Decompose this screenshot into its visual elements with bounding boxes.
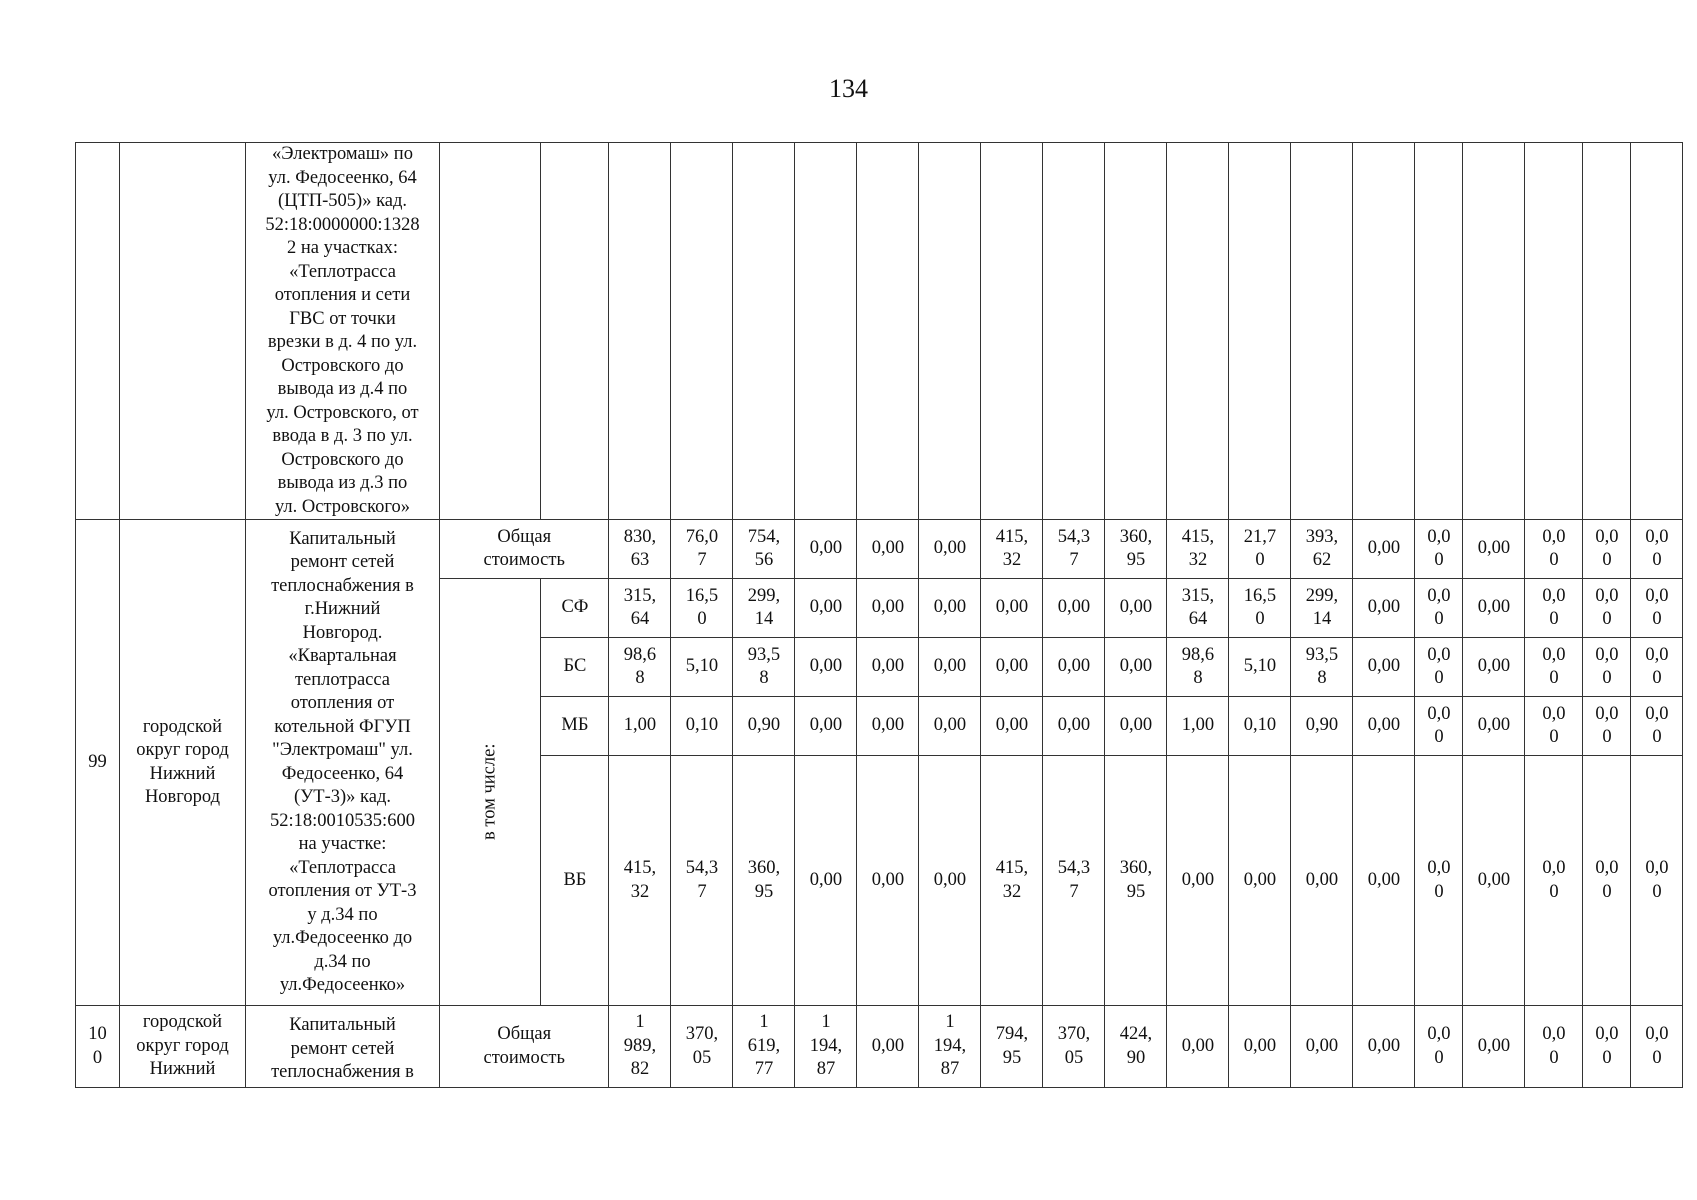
value-cell: 315, 64: [609, 579, 671, 638]
value-cell: 1,00: [609, 697, 671, 756]
value-cell: 1 619, 77: [733, 1006, 795, 1088]
value-cell: 315, 64: [1167, 579, 1229, 638]
funding-table: [75, 142, 1683, 1088]
value-cell: 0,00: [1463, 520, 1525, 579]
value-cell: 0,00: [1463, 697, 1525, 756]
empty-cell: [671, 143, 733, 520]
value-cell: 0,0 0: [1525, 638, 1583, 697]
value-cell: 0,00: [919, 638, 981, 697]
value-cell: 0,00: [1105, 579, 1167, 638]
description-cell: Капитальный ремонт сетей теплоснабжения в г.Нижний Новгород. «Квартальная теплотрасса отопления от котельной ФГУП "Электромаш" ул. Федосеенко, 64 (УТ-3)» кад. 52:18:0010535:600 на участке: «Теплотрасса отопления от УТ-3 у д.34 по ул.Федосеенко до д.34 по ул.Федосеенко»: [246, 520, 440, 1006]
value-cell: 0,00: [1105, 638, 1167, 697]
value-cell: 16,5 0: [1229, 579, 1291, 638]
value-cell: 0,0 0: [1583, 579, 1631, 638]
total-label: Общая стоимость: [440, 1006, 609, 1088]
empty-cell: [1353, 143, 1415, 520]
including-label: в том числе:: [479, 743, 500, 841]
value-cell: 0,00: [857, 756, 919, 1006]
empty-cell: [1631, 143, 1683, 520]
value-cell: 0,0 0: [1415, 579, 1463, 638]
empty-cell: [981, 143, 1043, 520]
value-cell: 0,90: [733, 697, 795, 756]
value-cell: 1 989, 82: [609, 1006, 671, 1088]
number-cell: 99: [76, 520, 120, 1006]
value-cell: 424, 90: [1105, 1006, 1167, 1088]
value-cell: 54,3 7: [1043, 520, 1105, 579]
value-cell: 0,0 0: [1583, 697, 1631, 756]
value-cell: 0,0 0: [1415, 697, 1463, 756]
value-cell: 0,00: [919, 520, 981, 579]
value-cell: 0,0 0: [1631, 520, 1683, 579]
value-cell: 0,0 0: [1583, 756, 1631, 1006]
value-cell: 0,00: [1291, 756, 1353, 1006]
table-row: [76, 520, 1683, 579]
value-cell: 0,0 0: [1525, 756, 1583, 1006]
value-cell: 415, 32: [981, 756, 1043, 1006]
municipality-cell: городской округ город Нижний Новгород: [120, 520, 246, 1006]
value-cell: 0,0 0: [1631, 1006, 1683, 1088]
value-cell: 0,00: [1353, 520, 1415, 579]
empty-cell: [1229, 143, 1291, 520]
number-cell: [76, 143, 120, 520]
value-cell: 830, 63: [609, 520, 671, 579]
value-cell: 299, 14: [733, 579, 795, 638]
value-cell: 0,0 0: [1415, 756, 1463, 1006]
value-cell: 0,00: [1167, 1006, 1229, 1088]
empty-cell: [541, 143, 609, 520]
value-cell: 0,00: [1043, 579, 1105, 638]
value-cell: 0,00: [857, 638, 919, 697]
source-label: СФ: [541, 579, 609, 638]
value-cell: 0,90: [1291, 697, 1353, 756]
value-cell: 0,00: [981, 638, 1043, 697]
table-row: [76, 1006, 1683, 1088]
empty-cell: [857, 143, 919, 520]
municipality-cell: городской округ город Нижний: [120, 1006, 246, 1088]
total-label: Общая стоимость: [440, 520, 609, 579]
value-cell: 0,00: [795, 520, 857, 579]
value-cell: 360, 95: [1105, 520, 1167, 579]
description-cell: Капитальный ремонт сетей теплоснабжения в: [246, 1006, 440, 1088]
value-cell: 0,0 0: [1525, 1006, 1583, 1088]
value-cell: 93,5 8: [733, 638, 795, 697]
municipality-cell: [120, 143, 246, 520]
value-cell: 5,10: [671, 638, 733, 697]
value-cell: 0,0 0: [1631, 756, 1683, 1006]
value-cell: 0,00: [1291, 1006, 1353, 1088]
value-cell: 1 194, 87: [919, 1006, 981, 1088]
source-label: ВБ: [541, 756, 609, 1006]
including-label-cell: [440, 579, 541, 1006]
value-cell: 0,00: [1463, 1006, 1525, 1088]
value-cell: 0,00: [1463, 638, 1525, 697]
value-cell: 0,00: [1353, 697, 1415, 756]
value-cell: 0,00: [1353, 638, 1415, 697]
page-number: 134: [829, 74, 868, 103]
value-cell: 54,3 7: [671, 756, 733, 1006]
value-cell: 0,00: [1043, 697, 1105, 756]
value-cell: 415, 32: [981, 520, 1043, 579]
value-cell: 0,00: [981, 579, 1043, 638]
value-cell: 0,0 0: [1525, 520, 1583, 579]
value-cell: 0,00: [1463, 579, 1525, 638]
value-cell: 415, 32: [1167, 520, 1229, 579]
value-cell: 0,00: [1167, 756, 1229, 1006]
value-cell: 1 194, 87: [795, 1006, 857, 1088]
value-cell: 0,0 0: [1415, 1006, 1463, 1088]
value-cell: 0,0 0: [1415, 520, 1463, 579]
value-cell: 0,00: [857, 579, 919, 638]
value-cell: 0,00: [1229, 1006, 1291, 1088]
value-cell: 0,10: [671, 697, 733, 756]
empty-cell: [1525, 143, 1583, 520]
table-row: [76, 143, 1683, 520]
value-cell: 0,00: [857, 520, 919, 579]
number-cell: 10 0: [76, 1006, 120, 1088]
empty-cell: [440, 143, 541, 520]
empty-cell: [1291, 143, 1353, 520]
value-cell: 0,00: [795, 579, 857, 638]
value-cell: 1,00: [1167, 697, 1229, 756]
value-cell: 16,5 0: [671, 579, 733, 638]
description-cell: «Электромаш» по ул. Федосеенко, 64 (ЦТП-505)» кад. 52:18:0000000:1328 2 на участках: «Теплотрасса отопления и сети ГВС от точки врезки в д. 4 по ул. Островского до вывода из д.4 по ул. Островского, от ввода в д. 3 по ул. Островского до вывода из д.3 по ул. Островского»: [246, 143, 440, 520]
value-cell: 0,0 0: [1583, 638, 1631, 697]
value-cell: 76,0 7: [671, 520, 733, 579]
empty-cell: [1463, 143, 1525, 520]
empty-cell: [1583, 143, 1631, 520]
empty-cell: [1167, 143, 1229, 520]
value-cell: 0,0 0: [1631, 697, 1683, 756]
value-cell: 98,6 8: [609, 638, 671, 697]
value-cell: 0,00: [1105, 697, 1167, 756]
value-cell: 0,0 0: [1525, 579, 1583, 638]
value-cell: 98,6 8: [1167, 638, 1229, 697]
empty-cell: [795, 143, 857, 520]
value-cell: 93,5 8: [1291, 638, 1353, 697]
value-cell: 360, 95: [733, 756, 795, 1006]
value-cell: 54,3 7: [1043, 756, 1105, 1006]
source-label: БС: [541, 638, 609, 697]
empty-cell: [1415, 143, 1463, 520]
value-cell: 0,00: [1353, 1006, 1415, 1088]
value-cell: 0,00: [1353, 756, 1415, 1006]
value-cell: 0,0 0: [1415, 638, 1463, 697]
value-cell: 0,0 0: [1631, 579, 1683, 638]
value-cell: 0,00: [795, 697, 857, 756]
value-cell: 0,00: [1043, 638, 1105, 697]
value-cell: 0,00: [795, 638, 857, 697]
value-cell: 754, 56: [733, 520, 795, 579]
empty-cell: [609, 143, 671, 520]
value-cell: 370, 05: [671, 1006, 733, 1088]
source-label: МБ: [541, 697, 609, 756]
empty-cell: [1105, 143, 1167, 520]
empty-cell: [919, 143, 981, 520]
value-cell: 393, 62: [1291, 520, 1353, 579]
value-cell: 794, 95: [981, 1006, 1043, 1088]
value-cell: 0,0 0: [1583, 520, 1631, 579]
value-cell: 21,7 0: [1229, 520, 1291, 579]
value-cell: 0,00: [1463, 756, 1525, 1006]
value-cell: 0,00: [857, 1006, 919, 1088]
value-cell: 0,00: [919, 756, 981, 1006]
value-cell: 0,00: [919, 579, 981, 638]
value-cell: 0,00: [1229, 756, 1291, 1006]
value-cell: 0,00: [795, 756, 857, 1006]
empty-cell: [733, 143, 795, 520]
value-cell: 360, 95: [1105, 756, 1167, 1006]
value-cell: 0,0 0: [1583, 1006, 1631, 1088]
value-cell: 5,10: [1229, 638, 1291, 697]
value-cell: 0,00: [981, 697, 1043, 756]
value-cell: 415, 32: [609, 756, 671, 1006]
value-cell: 0,10: [1229, 697, 1291, 756]
value-cell: 299, 14: [1291, 579, 1353, 638]
value-cell: 0,0 0: [1525, 697, 1583, 756]
value-cell: 370, 05: [1043, 1006, 1105, 1088]
value-cell: 0,00: [1353, 579, 1415, 638]
value-cell: 0,0 0: [1631, 638, 1683, 697]
empty-cell: [1043, 143, 1105, 520]
value-cell: 0,00: [857, 697, 919, 756]
value-cell: 0,00: [919, 697, 981, 756]
